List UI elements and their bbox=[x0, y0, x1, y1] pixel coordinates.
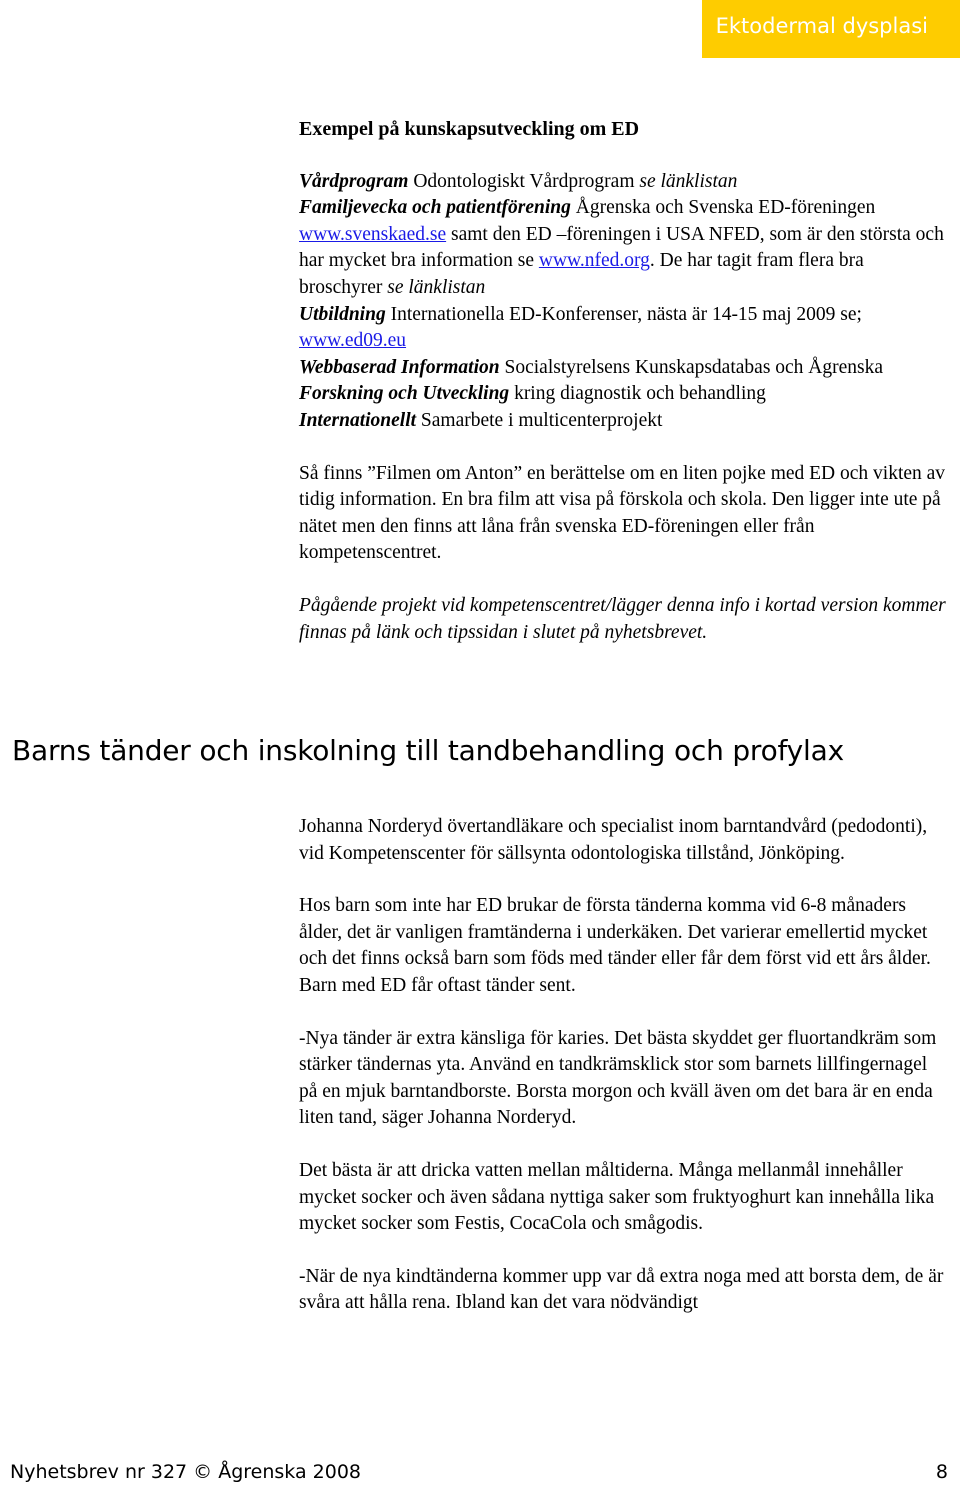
paragraph-film: Så finns ”Filmen om Anton” en berättelse om en liten pojke med ED och vikten av tidig information. En bra film att visa på förskola och skola. Den ligger inte ute på nätet men den finns att låna från svenska ED-föreningen eller från kompetenscentret. bbox=[299, 462, 946, 564]
paragraph-ongoing-projects: Pågående projekt vid kompetenscentret/lägger denna info i kortad version kommer finnas på länk och tipssidan i slutet på nyhetsbrevet. bbox=[299, 594, 946, 643]
list-item-forskning: Forskning och Utveckling kring diagnostik och behandling bbox=[299, 383, 766, 405]
header-title: Ektodermal dysplasi bbox=[715, 14, 928, 38]
link-nfed[interactable]: www.nfed.org bbox=[538, 250, 650, 272]
paragraph-molars: -När de nya kindtänderna kommer upp var då extra noga med att borsta dem, de är svåra att hålla rena. Ibland kan det vara nödvändigt bbox=[299, 1265, 944, 1314]
section-knowledge bbox=[299, 116, 949, 646]
link-ed09[interactable]: www.ed09.eu bbox=[299, 330, 407, 352]
list-item-internationellt: Internationellt Samarbete i multicenterprojekt bbox=[299, 409, 663, 431]
page-number: 8 bbox=[935, 1461, 948, 1483]
section-heading-teeth: Barns tänder och inskolning till tandbehandling och profylax bbox=[12, 734, 844, 767]
section-heading: Exempel på kunskapsutveckling om ED bbox=[299, 118, 640, 140]
section-teeth bbox=[299, 814, 949, 1317]
list-item-vardprogram: Vårdprogram Odontologiskt Vårdprogram se länklistan bbox=[299, 170, 738, 192]
footer-newsletter: Nyhetsbrev nr 327 © Ågrenska 2008 bbox=[10, 1461, 361, 1483]
paragraph-first-teeth: Hos barn som inte har ED brukar de första tänderna komma vid 6-8 månaders ålder, det är vanligen framtänderna i underkäken. Det varierar emellertid mycket och det finns också barn som föds med tänder eller får dem först vid ett års ålder. Barn med ED får oftast tänder sent. bbox=[299, 895, 931, 996]
paragraph-drinks: Det bästa är att dricka vatten mellan måltiderna. Många mellanmål innehåller mycket socker och även sådana nyttiga saker som fruktyoghurt kan innehålla lika mycket socker som Festis, CocaCola och smågodis. bbox=[299, 1159, 935, 1235]
link-svenskaed[interactable]: www.svenskaed.se bbox=[299, 223, 447, 245]
list-item-utbildning: Utbildning Internationella ED-Konferenser, nästa är 14-15 maj 2009 se; www.ed09.eu bbox=[299, 303, 862, 352]
paragraph-caries: -Nya tänder är extra känsliga för karies. Det bästa skyddet ger fluortandkräm som stärker tändernas yta. Använd en tandkrämsklick stor som barnets lillfingernagel på en mjuk barntandborste. Borsta morgon och kväll även om det bara är en enda liten tand, säger Johanna Norderyd. bbox=[299, 1027, 937, 1129]
list-item-webbaserad: Webbaserad Information Socialstyrelsens Kunskapsdatabas och Ågrenska bbox=[299, 356, 884, 378]
list-item-familjevecka: Familjevecka och patientförening Ågrenska och Svenska ED-föreningen www.svenskaed.se samt den ED –föreningen i USA NFED, som är den största och har mycket bra information se www.nfed.org. De har tagit fram flera bra broschyrer se länklistan bbox=[299, 197, 944, 298]
paragraph-author: Johanna Norderyd övertandläkare och specialist inom barntandvård (pedodonti), vid Kompetenscenter för sällsynta odontologiska tillstånd, Jönköping. bbox=[299, 816, 928, 864]
